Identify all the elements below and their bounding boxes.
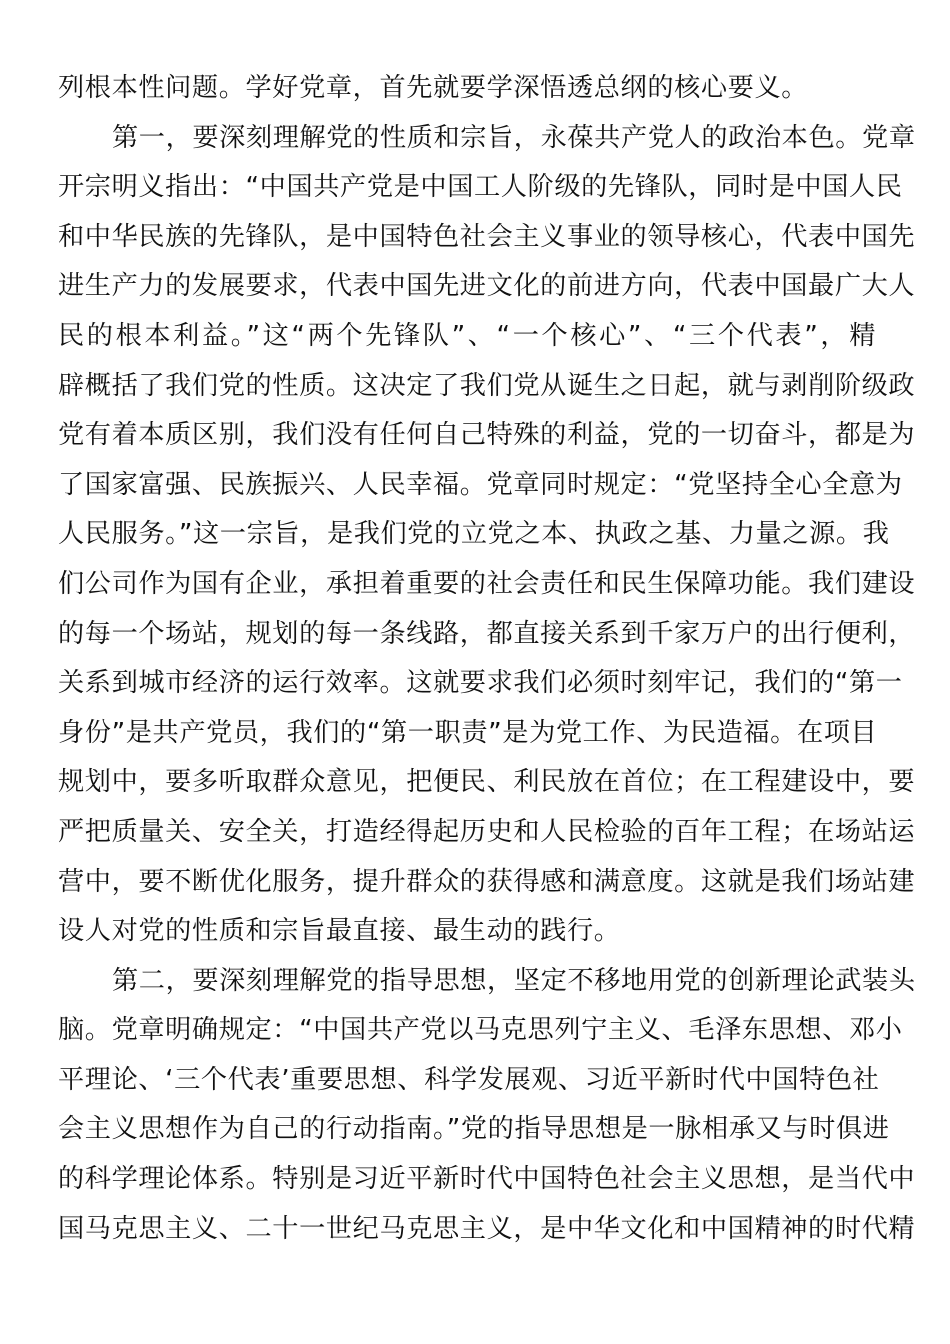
text-line: 了国家富强、民族振兴、人民幸福。党章同时规定：“党坚持全心全意为: [58, 469, 903, 500]
paragraph-first-point: [58, 114, 916, 957]
text-line: 的每一个场站，规划的每一条线路，都直接关系到千家万户的出行便利，: [58, 618, 916, 649]
text-line: 国马克思主义、二十一世纪马克思主义，是中华文化和中国精神的时代精: [58, 1213, 916, 1244]
text-line: 会主义思想作为自己的行动指南。”党的指导思想是一脉相承又与时俱进: [58, 1114, 890, 1145]
text-line: 第二，要深刻理解党的指导思想，坚定不移地用党的创新理论武装头: [112, 965, 916, 996]
text-line: 辟概括了我们党的性质。这决定了我们党从诞生之日起，就与剥削阶级政: [58, 370, 916, 401]
text-line: 平理论、‘三个代表’重要思想、科学发展观、习近平新时代中国特色社: [58, 1064, 880, 1095]
text-line: 设人对党的性质和宗旨最直接、最生动的践行。: [58, 916, 621, 947]
text-line: 身份”是共产党员，我们的“第一职责”是为党工作、为民造福。在项目: [58, 717, 878, 748]
text-line: 营中，要不断优化服务，提升群众的获得感和满意度。这就是我们场站建: [58, 866, 916, 897]
text-line: 列根本性问题。学好党章，首先就要学深悟透总纲的核心要义。: [58, 73, 809, 103]
paragraph-second-point: [58, 957, 916, 1255]
text-line: 脑。党章明确规定：“中国共产党以马克思列宁主义、毛泽东思想、邓小: [58, 1015, 903, 1046]
text-line: 们公司作为国有企业，承担着重要的社会责任和民生保障功能。我们建设: [58, 568, 916, 599]
text-line: 第一，要深刻理解党的性质和宗旨，永葆共产党人的政治本色。党章: [112, 122, 916, 153]
text-line: 人民服务。”这一宗旨，是我们党的立党之本、执政之基、力量之源。我: [58, 519, 890, 550]
text-line: 严把质量关、安全关，打造经得起历史和人民检验的百年工程；在场站运: [58, 816, 916, 847]
text-line: 民的根本利益。”这“两个先锋队”、“一个核心”、“三个代表”，精: [58, 320, 876, 351]
text-line: 和中华民族的先锋队，是中国特色社会主义事业的领导核心，代表中国先: [58, 221, 916, 252]
paragraph-intro-tail: [58, 64, 876, 114]
text-line: 党有着本质区别，我们没有任何自己特殊的利益，党的一切奋斗，都是为: [58, 420, 916, 451]
text-line: 规划中，要多听取群众意见，把便民、利民放在首位；在工程建设中，要: [58, 767, 916, 798]
text-line: 的科学理论体系。特别是习近平新时代中国特色社会主义思想，是当代中: [58, 1164, 916, 1195]
text-line: 进生产力的发展要求，代表中国先进文化的前进方向，代表中国最广大人: [58, 271, 916, 302]
text-line: 关系到城市经济的运行效率。这就要求我们必须时刻牢记，我们的“第一: [58, 668, 903, 699]
document-page: [58, 64, 916, 1254]
text-line: 开宗明义指出：“中国共产党是中国工人阶级的先锋队，同时是中国人民: [58, 172, 903, 203]
